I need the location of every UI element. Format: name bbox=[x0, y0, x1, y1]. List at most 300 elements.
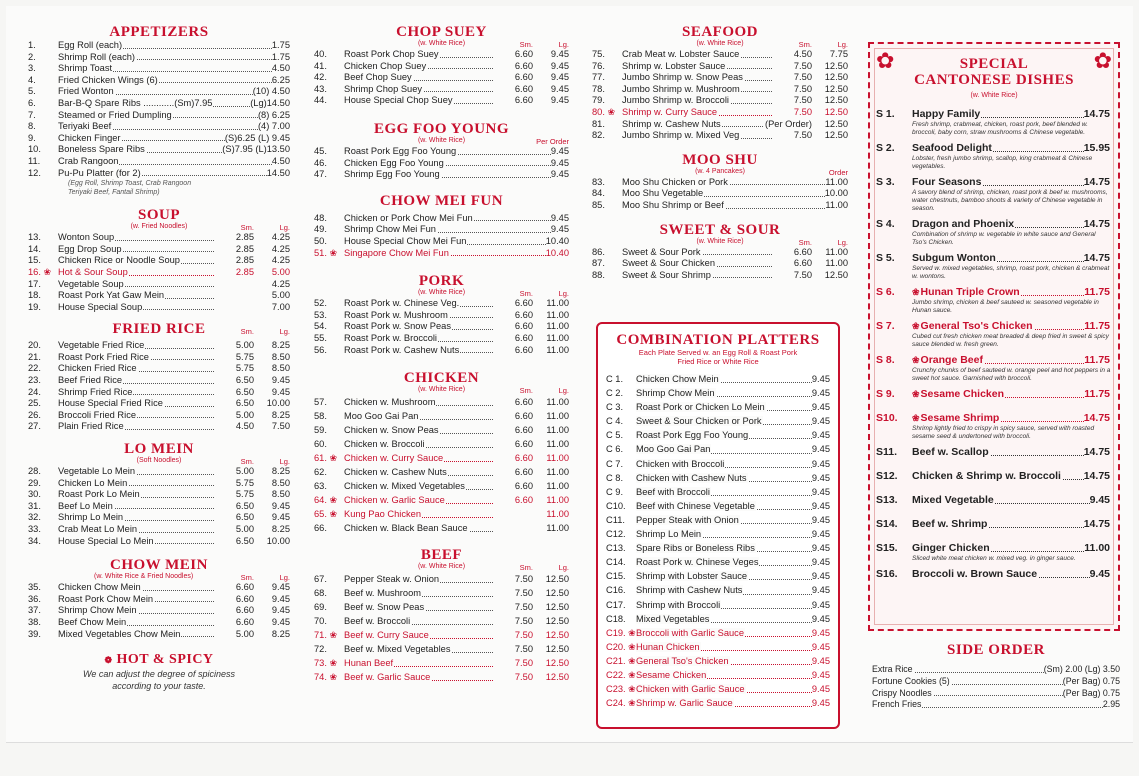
special-subtitle: (w. White Rice) bbox=[970, 92, 1018, 99]
item-number: 40. bbox=[314, 49, 327, 59]
item-name-text: Chicken Chow Mein bbox=[58, 582, 141, 593]
menu-item-row[interactable] bbox=[28, 512, 290, 524]
menu-item-row[interactable] bbox=[592, 200, 848, 212]
special-item[interactable] bbox=[870, 142, 1118, 171]
item-name-text: Vegetable Fried Rice bbox=[58, 340, 145, 351]
item-name-text: Shrimp Fried Rice bbox=[58, 386, 133, 397]
menu-item-row[interactable] bbox=[592, 270, 848, 282]
menu-item-row[interactable] bbox=[314, 146, 569, 158]
item-name-text: Beef w. Broccoli bbox=[344, 616, 411, 627]
special-name-text: Sesame Chicken bbox=[920, 388, 1005, 400]
menu-item-row[interactable] bbox=[28, 352, 290, 364]
side-order-row[interactable] bbox=[872, 676, 1120, 688]
menu-item-row[interactable] bbox=[592, 84, 848, 96]
item-name-text: Shrimp w. Curry Sauce bbox=[622, 106, 718, 117]
menu-item-row[interactable] bbox=[314, 614, 569, 628]
special-name-text: Broccoli w. Brown Sauce bbox=[912, 568, 1038, 580]
menu-item-row[interactable] bbox=[592, 177, 848, 189]
menu-item-row[interactable] bbox=[314, 423, 569, 437]
menu-item-row[interactable] bbox=[28, 244, 290, 256]
menu-item-row[interactable] bbox=[28, 582, 290, 594]
special-name bbox=[912, 176, 1084, 189]
price-small: 6.50 bbox=[235, 398, 254, 409]
item-price: 4.50 bbox=[271, 63, 290, 74]
menu-item-row[interactable] bbox=[606, 612, 830, 626]
menu-item-row[interactable] bbox=[592, 130, 848, 142]
item-number: 68. bbox=[314, 588, 327, 599]
item-name bbox=[636, 527, 812, 541]
menu-item-row[interactable] bbox=[606, 626, 830, 640]
item-number: 55. bbox=[314, 332, 327, 343]
item-price: 9.45 bbox=[811, 486, 830, 497]
item-name-text: Moo Goo Gai Pan bbox=[344, 411, 419, 422]
special-item[interactable] bbox=[870, 108, 1118, 137]
item-name bbox=[58, 363, 214, 375]
menu-item-row[interactable] bbox=[28, 536, 290, 548]
menu-item-row[interactable] bbox=[28, 340, 290, 352]
item-name-text: Mixed Vegetables bbox=[636, 613, 710, 624]
item-name bbox=[344, 395, 493, 409]
column-3 bbox=[592, 24, 848, 289]
item-number: 6. bbox=[28, 97, 36, 108]
menu-item-row[interactable] bbox=[314, 95, 569, 107]
menu-item-row[interactable] bbox=[606, 457, 830, 471]
price-small: 7.50 bbox=[514, 630, 533, 641]
menu-item-row[interactable] bbox=[314, 169, 569, 181]
item-number: 67. bbox=[314, 574, 327, 585]
item-name-text: Chicken w. Cashew Nuts bbox=[344, 467, 447, 478]
special-name-row bbox=[912, 388, 1118, 401]
item-number: C19. ❀ bbox=[606, 627, 636, 638]
menu-item-row[interactable] bbox=[592, 258, 848, 270]
item-number: C23. ❀ bbox=[606, 684, 636, 695]
item-name bbox=[622, 107, 772, 119]
special-name-row bbox=[912, 568, 1118, 581]
side-order-row[interactable] bbox=[872, 664, 1120, 676]
item-number: 57. bbox=[314, 397, 327, 408]
menu-item-row[interactable] bbox=[592, 119, 848, 131]
menu-item-row[interactable] bbox=[314, 236, 569, 248]
price-large: 9.45 bbox=[550, 72, 569, 83]
menu-item-row[interactable] bbox=[606, 428, 830, 442]
item-name-text: Shrimp Chop Suey bbox=[344, 83, 423, 94]
menu-item-row[interactable] bbox=[606, 485, 830, 499]
menu-item-row[interactable] bbox=[314, 345, 569, 357]
side-item-text: Extra Rice bbox=[872, 664, 913, 674]
pepper-icon: ❀ bbox=[326, 672, 337, 683]
special-item[interactable] bbox=[870, 568, 1118, 581]
item-name-text: Jumbo Shrimp w. Mushroom bbox=[622, 83, 740, 94]
menu-item-row[interactable] bbox=[314, 451, 569, 465]
menu-item-row[interactable] bbox=[606, 400, 830, 414]
chicken-section bbox=[314, 370, 569, 535]
menu-item-row[interactable] bbox=[28, 363, 290, 375]
item-price: 9.45 bbox=[811, 698, 830, 709]
item-number: 70. bbox=[314, 616, 327, 627]
item-name-text: Broccoli with Garlic Sauce bbox=[636, 627, 744, 638]
menu-item-row[interactable] bbox=[606, 541, 830, 555]
menu-item-row[interactable] bbox=[592, 72, 848, 84]
item-number: 53. bbox=[314, 309, 327, 320]
section-subtitle: Fried Rice or White Rice bbox=[677, 357, 759, 366]
item-name bbox=[344, 224, 551, 236]
menu-item-row[interactable] bbox=[592, 247, 848, 259]
item-price: 4.50 bbox=[271, 155, 290, 166]
menu-item-row[interactable] bbox=[314, 321, 569, 333]
menu-item-row[interactable] bbox=[314, 248, 569, 260]
menu-item-row[interactable] bbox=[606, 513, 830, 527]
item-number: 25. bbox=[28, 398, 41, 409]
pepper-icon: ❀ bbox=[604, 106, 615, 117]
menu-item-row[interactable] bbox=[28, 267, 290, 279]
item-name bbox=[636, 612, 812, 626]
size-header: Sm. Lg. bbox=[798, 40, 848, 49]
menu-item-row[interactable] bbox=[606, 442, 830, 456]
item-number: 12. bbox=[28, 167, 41, 178]
item-name bbox=[344, 670, 493, 684]
price-large: 12.50 bbox=[545, 658, 569, 669]
menu-item-row[interactable] bbox=[28, 617, 290, 629]
menu-item-row[interactable] bbox=[314, 600, 569, 614]
menu-item-row[interactable] bbox=[28, 398, 290, 410]
item-name-text: Moo Shu Vegetable bbox=[622, 188, 704, 199]
item-name-text: Broccoli Fried Rice bbox=[58, 409, 137, 420]
section-title: CHOW MEI FUN bbox=[379, 192, 504, 209]
menu-item-row[interactable] bbox=[314, 72, 569, 84]
menu-item-row[interactable] bbox=[28, 232, 290, 244]
item-name-text: Pepper Steak w. Onion bbox=[344, 574, 440, 585]
price-small: 6.60 bbox=[235, 593, 254, 604]
item-name bbox=[344, 642, 493, 656]
menu-item-row[interactable] bbox=[314, 493, 569, 507]
item-number: 64. ❀ bbox=[314, 495, 337, 506]
price-small: 5.75 bbox=[235, 363, 254, 374]
price-large: 12.50 bbox=[824, 83, 848, 94]
menu-item-row[interactable] bbox=[592, 188, 848, 200]
menu-item-row[interactable] bbox=[28, 133, 290, 145]
menu-item-row[interactable] bbox=[314, 465, 569, 479]
item-number: C 9. bbox=[606, 486, 624, 497]
menu-item-row[interactable] bbox=[28, 501, 290, 513]
menu-item-row[interactable] bbox=[606, 598, 830, 612]
special-name-text: Dragon and Phoenix bbox=[912, 218, 1015, 230]
item-number: 60. bbox=[314, 439, 327, 450]
menu-item-row[interactable] bbox=[28, 110, 290, 122]
menu-item-row[interactable] bbox=[606, 583, 830, 597]
price-small: 6.60 bbox=[793, 246, 812, 257]
special-item[interactable] bbox=[870, 176, 1118, 213]
item-name-text: Beef w. Snow Peas bbox=[344, 602, 425, 613]
item-name-text: Chicken w. Broccoli bbox=[344, 439, 425, 450]
item-name-text: House Special Lo Mein bbox=[58, 535, 154, 546]
item-name bbox=[636, 457, 812, 471]
menu-item-row[interactable] bbox=[314, 409, 569, 423]
price-small: 5.75 bbox=[235, 489, 254, 500]
menu-item-row[interactable] bbox=[592, 61, 848, 73]
menu-item-row[interactable] bbox=[314, 310, 569, 322]
item-name bbox=[58, 410, 214, 422]
menu-item-row[interactable] bbox=[606, 640, 830, 654]
special-name-text: Ginger Chicken bbox=[912, 542, 990, 554]
item-number: 88. bbox=[592, 269, 605, 280]
price-large: 9.45 bbox=[271, 512, 290, 523]
item-name bbox=[636, 626, 812, 640]
menu-item-row[interactable] bbox=[28, 594, 290, 606]
price-small: 6.60 bbox=[514, 298, 533, 309]
item-price: 9.45 bbox=[811, 430, 830, 441]
menu-item-row[interactable] bbox=[28, 156, 290, 168]
menu-item-row[interactable] bbox=[314, 507, 569, 521]
item-price: (10) 4.50 bbox=[252, 86, 290, 97]
section-title: ❁ HOT & SPICY bbox=[104, 652, 214, 668]
menu-item-row[interactable] bbox=[28, 489, 290, 501]
price-small: 6.60 bbox=[514, 397, 533, 408]
menu-item-row[interactable] bbox=[592, 95, 848, 107]
special-name-row bbox=[912, 470, 1118, 483]
item-name bbox=[344, 95, 493, 107]
item-price: 10.40 bbox=[545, 247, 569, 258]
moo-shu-section bbox=[592, 152, 848, 212]
special-name-row bbox=[912, 320, 1118, 333]
item-number: 46. bbox=[314, 157, 327, 168]
item-name bbox=[58, 594, 214, 606]
price-large: 5.00 bbox=[271, 290, 290, 301]
size-header: Sm. Lg. bbox=[519, 40, 569, 49]
menu-item-row[interactable] bbox=[28, 410, 290, 422]
menu-item-row[interactable] bbox=[314, 395, 569, 409]
item-price: (4) 7.00 bbox=[257, 121, 290, 132]
item-price: 9.45 bbox=[811, 374, 830, 384]
item-name-text: Chicken or Pork Chow Mei Fun bbox=[344, 212, 473, 223]
special-name-text: Chicken & Shrimp w. Broccoli bbox=[912, 470, 1061, 482]
menu-item-row[interactable] bbox=[28, 605, 290, 617]
item-name bbox=[622, 72, 772, 84]
pepper-icon: ❀ bbox=[912, 413, 920, 423]
item-number: 11. bbox=[28, 155, 41, 166]
item-name bbox=[344, 423, 493, 437]
menu-item-row[interactable] bbox=[28, 302, 290, 314]
item-name-text: Beef w. Mushroom bbox=[344, 588, 421, 599]
section-title: APPETIZERS bbox=[109, 24, 209, 40]
menu-item-row[interactable] bbox=[314, 479, 569, 493]
item-name-text: Chicken w. Garlic Sauce bbox=[344, 495, 445, 506]
menu-item-row[interactable] bbox=[606, 372, 830, 386]
special-item[interactable] bbox=[870, 518, 1118, 531]
special-item[interactable] bbox=[870, 354, 1118, 383]
item-number: C 4. bbox=[606, 416, 624, 427]
special-item[interactable] bbox=[870, 470, 1118, 483]
item-number: C13. bbox=[606, 543, 626, 554]
item-number: 45. bbox=[314, 145, 327, 156]
item-name-text: Shrimp w. Lobster Sauce bbox=[622, 60, 726, 71]
price-large: 12.50 bbox=[824, 72, 848, 83]
item-number: 23. bbox=[28, 375, 41, 386]
special-item[interactable] bbox=[870, 218, 1118, 247]
menu-item-row[interactable] bbox=[28, 144, 290, 156]
item-price: 9.45 bbox=[811, 613, 830, 624]
price-small: 6.60 bbox=[235, 582, 254, 593]
menu-item-row[interactable] bbox=[314, 224, 569, 236]
item-number: 1. bbox=[28, 40, 36, 50]
pepper-icon: ❀ bbox=[625, 655, 636, 666]
item-number: C15. bbox=[606, 571, 626, 582]
item-number: C17. bbox=[606, 599, 626, 610]
price-small bbox=[214, 290, 254, 302]
menu-item-row[interactable] bbox=[314, 49, 569, 61]
menu-item-row[interactable] bbox=[28, 629, 290, 641]
item-name bbox=[344, 49, 493, 61]
special-code: S11. bbox=[876, 446, 898, 458]
item-price: 1.75 bbox=[271, 51, 290, 62]
special-name-row bbox=[912, 412, 1118, 425]
price-large: 8.25 bbox=[271, 628, 290, 639]
appetizers-section bbox=[28, 24, 290, 197]
section-subtitle: (w. Fried Noodles) bbox=[130, 223, 188, 231]
pepper-icon: ❀ bbox=[912, 355, 920, 365]
beef-section bbox=[314, 547, 569, 684]
item-name-text: Roast Pork w. Chinese Veg. bbox=[344, 298, 460, 309]
special-name bbox=[912, 142, 1084, 155]
item-name bbox=[344, 213, 551, 225]
pepper-icon: ❀ bbox=[625, 684, 636, 695]
menu-item-row[interactable] bbox=[606, 499, 830, 513]
item-number: 82. bbox=[592, 130, 605, 141]
menu-item-row[interactable] bbox=[606, 555, 830, 569]
price-large: 8.50 bbox=[271, 477, 290, 488]
item-name bbox=[58, 98, 250, 110]
menu-item-row[interactable] bbox=[314, 586, 569, 600]
item-number: 24. bbox=[28, 386, 41, 397]
menu-item-row[interactable] bbox=[28, 255, 290, 267]
item-price: 9.45 bbox=[811, 599, 830, 610]
menu-item-row[interactable] bbox=[28, 478, 290, 490]
item-name-text: Beef w. Curry Sauce bbox=[344, 630, 429, 641]
price-small: 4.50 bbox=[235, 421, 254, 432]
item-name-text: Beef w. Mixed Vegetables bbox=[344, 644, 451, 655]
menu-item-row[interactable] bbox=[28, 98, 290, 110]
special-item[interactable] bbox=[870, 388, 1118, 401]
special-item[interactable] bbox=[870, 494, 1118, 507]
menu-item-row[interactable] bbox=[314, 521, 569, 535]
item-number: 19. bbox=[28, 301, 41, 312]
menu-item-row[interactable] bbox=[314, 437, 569, 451]
special-item[interactable] bbox=[870, 446, 1118, 459]
menu-item-row[interactable] bbox=[28, 290, 290, 302]
menu-item-row[interactable] bbox=[606, 668, 830, 682]
item-number: 2. bbox=[28, 51, 36, 62]
menu-item-row[interactable] bbox=[28, 40, 290, 52]
price-large: 4.25 bbox=[271, 278, 290, 289]
menu-item-row[interactable] bbox=[28, 524, 290, 536]
special-code: S 9. bbox=[876, 388, 895, 400]
menu-item-row[interactable] bbox=[314, 670, 569, 684]
item-number: C10. bbox=[606, 500, 626, 511]
menu-item-row[interactable] bbox=[28, 63, 290, 75]
special-name-row bbox=[912, 518, 1118, 531]
price-small: 6.60 bbox=[793, 258, 812, 269]
item-name bbox=[58, 605, 214, 617]
price-large: 8.25 bbox=[271, 466, 290, 477]
item-name bbox=[58, 352, 214, 364]
menu-item-row[interactable] bbox=[314, 61, 569, 73]
price-small: 6.60 bbox=[514, 495, 533, 506]
item-number: 49. bbox=[314, 224, 327, 235]
menu-item-row[interactable] bbox=[592, 49, 848, 61]
menu-item-row[interactable] bbox=[28, 52, 290, 64]
menu-item-row[interactable] bbox=[606, 654, 830, 668]
menu-item-row[interactable] bbox=[314, 333, 569, 345]
menu-item-row[interactable] bbox=[314, 656, 569, 670]
menu-item-row[interactable] bbox=[606, 569, 830, 583]
item-number: 56. bbox=[314, 344, 327, 355]
menu-item-row[interactable] bbox=[28, 86, 290, 98]
special-item[interactable] bbox=[870, 542, 1118, 563]
menu-item-row[interactable] bbox=[28, 466, 290, 478]
pepper-icon: ❀ bbox=[625, 627, 636, 638]
item-name bbox=[58, 582, 214, 594]
side-order-row[interactable] bbox=[872, 699, 1120, 711]
menu-item-row[interactable] bbox=[28, 387, 290, 399]
special-price: 11.75 bbox=[1084, 354, 1110, 366]
item-name-text: Sweet & Sour Pork bbox=[622, 246, 701, 257]
menu-item-row[interactable] bbox=[28, 168, 290, 180]
item-number: 66. bbox=[314, 523, 327, 534]
menu-item-row[interactable] bbox=[314, 642, 569, 656]
price-large: 9.45 bbox=[271, 593, 290, 604]
menu-item-row[interactable] bbox=[606, 386, 830, 400]
item-name-text: Egg Drop Soup bbox=[58, 243, 122, 254]
menu-item-row[interactable] bbox=[314, 213, 569, 225]
special-price: 14.75 bbox=[1083, 470, 1110, 482]
size-header: Sm. Lg. bbox=[519, 563, 569, 573]
menu-item-row[interactable] bbox=[606, 527, 830, 541]
item-name-text: Jumbo Shrimp w. Broccoli bbox=[622, 95, 729, 106]
menu-item-row[interactable] bbox=[606, 696, 830, 710]
menu-item-row[interactable] bbox=[592, 107, 848, 119]
special-item[interactable] bbox=[870, 286, 1118, 315]
menu-item-row[interactable] bbox=[28, 279, 290, 291]
special-price: 14.75 bbox=[1083, 108, 1110, 120]
side-order-row[interactable] bbox=[872, 688, 1120, 700]
item-name-text: Kung Pao Chicken bbox=[344, 509, 422, 520]
item-name-text: Teriyaki Beef bbox=[58, 121, 112, 132]
special-item[interactable] bbox=[870, 252, 1118, 281]
menu-item-row[interactable] bbox=[28, 121, 290, 133]
menu-item-row[interactable] bbox=[314, 572, 569, 586]
menu-item-row[interactable] bbox=[606, 471, 830, 485]
item-name bbox=[58, 340, 214, 352]
special-price: 11.75 bbox=[1084, 286, 1110, 298]
menu-item-row[interactable] bbox=[314, 298, 569, 310]
menu-item-row[interactable] bbox=[28, 421, 290, 433]
menu-item-row[interactable] bbox=[28, 375, 290, 387]
item-number: 85. bbox=[592, 199, 605, 210]
menu-item-row[interactable] bbox=[314, 158, 569, 170]
special-item[interactable] bbox=[870, 320, 1118, 349]
item-name bbox=[622, 188, 825, 200]
price-large: 10.00 bbox=[266, 535, 290, 546]
menu-item-row[interactable] bbox=[28, 75, 290, 87]
item-name bbox=[636, 682, 812, 696]
special-item[interactable] bbox=[870, 412, 1118, 441]
menu-item-row[interactable] bbox=[314, 628, 569, 642]
special-code: S14. bbox=[876, 518, 898, 530]
chow-mein-section bbox=[28, 557, 290, 640]
price-large: 8.50 bbox=[271, 351, 290, 362]
menu-item-row[interactable] bbox=[606, 682, 830, 696]
menu-item-row[interactable] bbox=[606, 414, 830, 428]
menu-item-row[interactable] bbox=[314, 84, 569, 96]
